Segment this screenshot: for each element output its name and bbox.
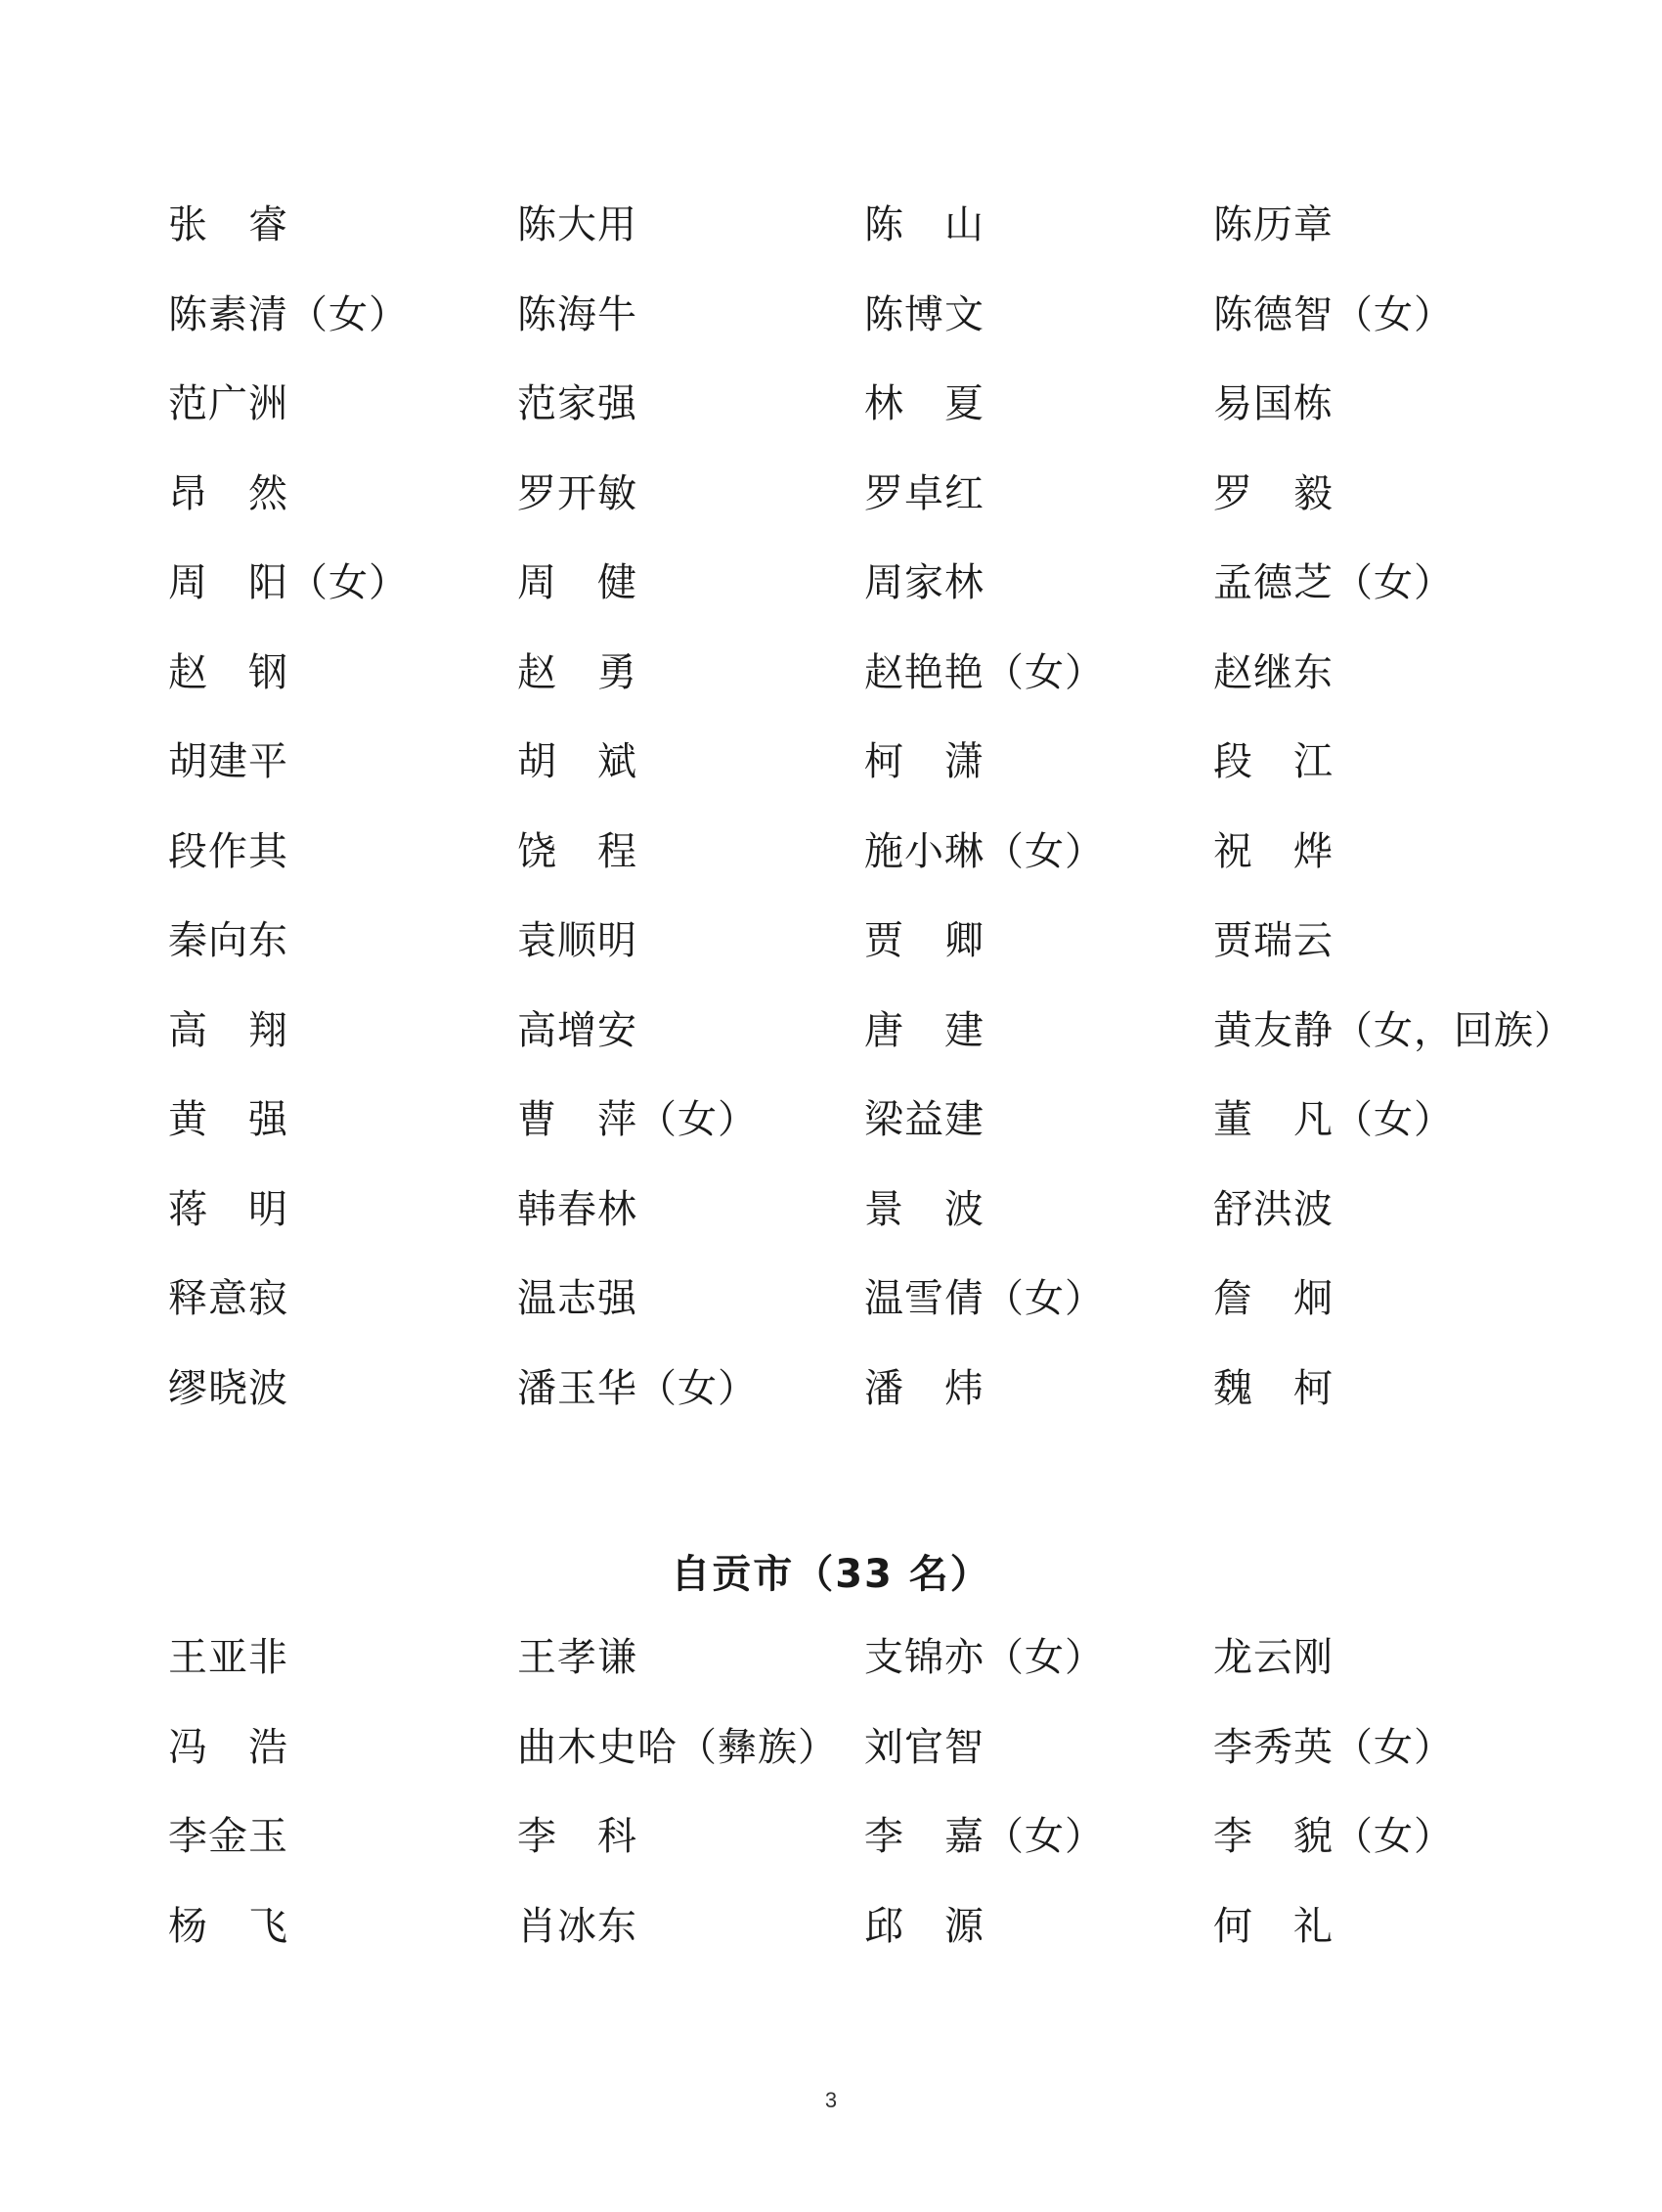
name-entry: 温志强 bbox=[517, 1276, 637, 1321]
name-entry: 杨 飞 bbox=[168, 1903, 288, 1949]
name-entry: 梁益建 bbox=[864, 1097, 984, 1142]
name-entry: 孟德芝（女） bbox=[1213, 560, 1454, 605]
name-entry: 陈 山 bbox=[864, 202, 984, 247]
name-entry: 何 礼 bbox=[1213, 1903, 1334, 1949]
name-entry: 段作其 bbox=[168, 828, 288, 874]
name-entry: 温雪倩（女） bbox=[864, 1276, 1105, 1321]
name-entry: 林 夏 bbox=[864, 381, 984, 426]
name-entry: 高增安 bbox=[517, 1007, 637, 1053]
name-entry: 李金玉 bbox=[168, 1814, 288, 1859]
name-entry: 黄友静（女，回族） bbox=[1213, 1007, 1574, 1053]
name-entry: 曲木史哈（彝族） bbox=[517, 1724, 838, 1770]
name-entry: 释意寂 bbox=[168, 1276, 288, 1321]
name-list-zigong bbox=[168, 1628, 1537, 1986]
name-entry: 龙云刚 bbox=[1213, 1635, 1334, 1680]
name-entry: 赵继东 bbox=[1213, 649, 1334, 695]
name-entry: 陈历章 bbox=[1213, 202, 1334, 247]
name-entry: 陈大用 bbox=[517, 202, 637, 247]
name-entry: 陈海牛 bbox=[517, 291, 637, 337]
name-entry: 范家强 bbox=[517, 381, 637, 426]
name-entry: 饶 程 bbox=[517, 828, 637, 874]
name-entry: 范广洲 bbox=[168, 381, 288, 426]
name-entry: 冯 浩 bbox=[168, 1724, 288, 1770]
name-entry: 唐 建 bbox=[864, 1007, 984, 1053]
name-entry: 贾 卿 bbox=[864, 918, 984, 963]
name-entry: 施小琳（女） bbox=[864, 828, 1105, 874]
name-entry: 罗卓红 bbox=[864, 470, 984, 516]
name-entry: 韩春林 bbox=[517, 1186, 637, 1232]
name-entry: 缪晓波 bbox=[168, 1365, 288, 1411]
name-list-continued bbox=[168, 196, 1574, 1448]
name-entry: 赵艳艳（女） bbox=[864, 649, 1105, 695]
name-entry: 陈博文 bbox=[864, 291, 984, 337]
name-entry: 李秀英（女） bbox=[1213, 1724, 1454, 1770]
name-entry: 赵 勇 bbox=[517, 649, 637, 695]
name-entry: 景 波 bbox=[864, 1186, 984, 1232]
name-entry: 蒋 明 bbox=[168, 1186, 288, 1232]
name-entry: 李 嘉（女） bbox=[864, 1814, 1105, 1859]
name-entry: 李 貌（女） bbox=[1213, 1814, 1454, 1859]
name-entry: 詹 炯 bbox=[1213, 1276, 1334, 1321]
name-entry: 胡 斌 bbox=[517, 739, 637, 784]
name-entry: 潘玉华（女） bbox=[517, 1365, 758, 1411]
name-entry: 潘 炜 bbox=[864, 1365, 984, 1411]
name-entry: 陈素清（女） bbox=[168, 291, 409, 337]
name-entry: 刘官智 bbox=[864, 1724, 984, 1770]
name-entry: 魏 柯 bbox=[1213, 1365, 1334, 1411]
name-entry: 肖冰东 bbox=[517, 1903, 637, 1949]
name-entry: 董 凡（女） bbox=[1213, 1097, 1454, 1142]
name-entry: 周家林 bbox=[864, 560, 984, 605]
name-entry: 邱 源 bbox=[864, 1903, 984, 1949]
name-entry: 袁顺明 bbox=[517, 918, 637, 963]
name-entry: 昂 然 bbox=[168, 470, 288, 516]
section-heading-zigong: 自贡市（33 名） bbox=[671, 1552, 991, 1597]
name-entry: 罗 毅 bbox=[1213, 470, 1334, 516]
name-entry: 祝 烨 bbox=[1213, 828, 1334, 874]
name-entry: 秦向东 bbox=[168, 918, 288, 963]
page-number: 3 bbox=[824, 2088, 838, 2112]
name-entry: 贾瑞云 bbox=[1213, 918, 1334, 963]
name-entry: 王孝谦 bbox=[517, 1635, 637, 1680]
name-entry: 高 翔 bbox=[168, 1007, 288, 1053]
name-entry: 罗开敏 bbox=[517, 470, 637, 516]
name-entry: 曹 萍（女） bbox=[517, 1097, 758, 1142]
name-entry: 段 江 bbox=[1213, 739, 1334, 784]
name-entry: 李 科 bbox=[517, 1814, 637, 1859]
name-entry: 支锦亦（女） bbox=[864, 1635, 1105, 1680]
name-entry: 陈德智（女） bbox=[1213, 291, 1454, 337]
name-entry: 舒洪波 bbox=[1213, 1186, 1334, 1232]
name-entry: 王亚非 bbox=[168, 1635, 288, 1680]
name-entry: 易国栋 bbox=[1213, 381, 1334, 426]
name-entry: 柯 潇 bbox=[864, 739, 984, 784]
name-entry: 周 阳（女） bbox=[168, 560, 409, 605]
name-entry: 胡建平 bbox=[168, 739, 288, 784]
name-entry: 张 睿 bbox=[168, 202, 288, 247]
name-entry: 黄 强 bbox=[168, 1097, 288, 1142]
name-entry: 周 健 bbox=[517, 560, 637, 605]
name-entry: 赵 钢 bbox=[168, 649, 288, 695]
